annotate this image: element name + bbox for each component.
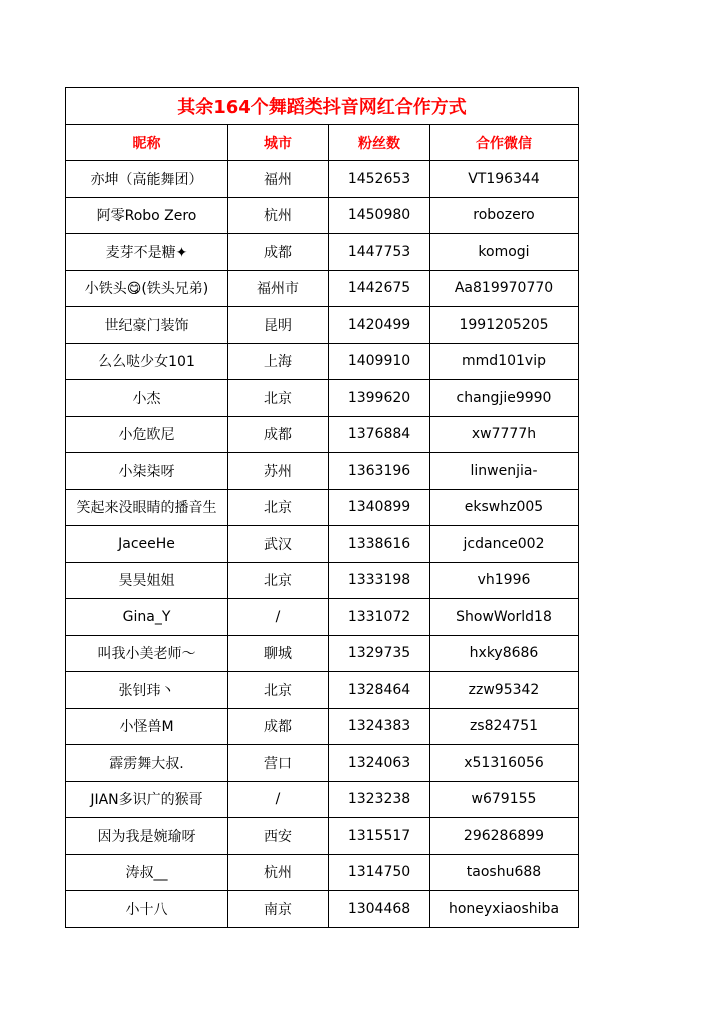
cell-followers: 1450980 — [329, 197, 430, 234]
table-row — [66, 708, 579, 745]
cell-followers: 1323238 — [329, 781, 430, 818]
cell-followers: 1315517 — [329, 818, 430, 855]
cell-nickname: JaceeHe — [66, 526, 228, 563]
cell-followers: 1452653 — [329, 161, 430, 198]
cell-wechat: ekswhz005 — [430, 489, 579, 526]
table-row — [66, 380, 579, 417]
cell-followers: 1331072 — [329, 599, 430, 636]
cell-city: 杭州 — [228, 854, 329, 891]
cell-wechat: honeyxiaoshiba — [430, 891, 579, 928]
cell-city: 昆明 — [228, 307, 329, 344]
cell-followers: 1314750 — [329, 854, 430, 891]
cell-followers: 1324063 — [329, 745, 430, 782]
cell-nickname: 小铁头😋(铁头兄弟) — [66, 270, 228, 307]
cell-city: 苏州 — [228, 453, 329, 490]
cell-followers: 1329735 — [329, 635, 430, 672]
cell-city: 上海 — [228, 343, 329, 380]
cell-followers: 1399620 — [329, 380, 430, 417]
cell-followers: 1304468 — [329, 891, 430, 928]
spreadsheet-sheet — [65, 87, 578, 928]
cell-nickname: 叫我小美老师～ — [66, 635, 228, 672]
cell-nickname: 涛叔__ — [66, 854, 228, 891]
cell-wechat: VT196344 — [430, 161, 579, 198]
header-city: 城市 — [228, 125, 329, 161]
table-row — [66, 818, 579, 855]
cell-city: 武汉 — [228, 526, 329, 563]
cell-nickname: 霹雳舞大叔. — [66, 745, 228, 782]
table-row — [66, 343, 579, 380]
cell-followers: 1409910 — [329, 343, 430, 380]
cell-wechat: 1991205205 — [430, 307, 579, 344]
cell-nickname: 世纪豪门装饰 — [66, 307, 228, 344]
cell-nickname: 阿零Robo Zero — [66, 197, 228, 234]
cell-city: 杭州 — [228, 197, 329, 234]
cell-nickname: 张钊玮丶 — [66, 672, 228, 709]
cell-nickname: 小怪兽M — [66, 708, 228, 745]
table-row — [66, 672, 579, 709]
cell-wechat: zzw95342 — [430, 672, 579, 709]
table-row — [66, 562, 579, 599]
cell-wechat: mmd101vip — [430, 343, 579, 380]
table-title: 其余164个舞蹈类抖音网红合作方式 — [66, 88, 579, 125]
table-row — [66, 635, 579, 672]
cell-followers: 1376884 — [329, 416, 430, 453]
influencer-table — [65, 87, 579, 928]
cell-followers: 1324383 — [329, 708, 430, 745]
cell-followers: 1420499 — [329, 307, 430, 344]
title-row — [66, 88, 579, 125]
cell-wechat: Aa819970770 — [430, 270, 579, 307]
cell-wechat: ShowWorld18 — [430, 599, 579, 636]
table-row — [66, 234, 579, 271]
cell-wechat: vh1996 — [430, 562, 579, 599]
cell-wechat: 296286899 — [430, 818, 579, 855]
table-row — [66, 161, 579, 198]
table-row — [66, 489, 579, 526]
cell-city: / — [228, 599, 329, 636]
cell-city: 西安 — [228, 818, 329, 855]
cell-nickname: 笑起来没眼睛的播音生 — [66, 489, 228, 526]
cell-nickname: 麦芽不是糖✦ — [66, 234, 228, 271]
cell-city: 成都 — [228, 234, 329, 271]
cell-wechat: taoshu688 — [430, 854, 579, 891]
cell-city: 北京 — [228, 380, 329, 417]
cell-city: 成都 — [228, 708, 329, 745]
cell-wechat: jcdance002 — [430, 526, 579, 563]
cell-followers: 1333198 — [329, 562, 430, 599]
cell-wechat: zs824751 — [430, 708, 579, 745]
header-row — [66, 125, 579, 161]
cell-wechat: x51316056 — [430, 745, 579, 782]
cell-city: 成都 — [228, 416, 329, 453]
cell-followers: 1328464 — [329, 672, 430, 709]
cell-followers: 1363196 — [329, 453, 430, 490]
table-row — [66, 526, 579, 563]
header-followers: 粉丝数 — [329, 125, 430, 161]
cell-nickname: 小十八 — [66, 891, 228, 928]
cell-nickname: Gina_Y — [66, 599, 228, 636]
cell-nickname: 小柒柒呀 — [66, 453, 228, 490]
cell-followers: 1340899 — [329, 489, 430, 526]
cell-followers: 1338616 — [329, 526, 430, 563]
cell-nickname: 昊昊姐姐 — [66, 562, 228, 599]
cell-city: 北京 — [228, 562, 329, 599]
cell-wechat: w679155 — [430, 781, 579, 818]
table-row — [66, 781, 579, 818]
cell-followers: 1442675 — [329, 270, 430, 307]
table-row — [66, 745, 579, 782]
table-row — [66, 891, 579, 928]
cell-followers: 1447753 — [329, 234, 430, 271]
cell-nickname: 小杰 — [66, 380, 228, 417]
table-row — [66, 854, 579, 891]
cell-city: / — [228, 781, 329, 818]
table-row — [66, 453, 579, 490]
cell-city: 北京 — [228, 672, 329, 709]
cell-nickname: 亦坤（高能舞团） — [66, 161, 228, 198]
cell-city: 营口 — [228, 745, 329, 782]
table-row — [66, 416, 579, 453]
cell-wechat: hxky8686 — [430, 635, 579, 672]
cell-wechat: komogi — [430, 234, 579, 271]
table-row — [66, 197, 579, 234]
cell-city: 聊城 — [228, 635, 329, 672]
header-wechat: 合作微信 — [430, 125, 579, 161]
cell-city: 福州 — [228, 161, 329, 198]
cell-wechat: changjie9990 — [430, 380, 579, 417]
table-row — [66, 270, 579, 307]
cell-wechat: xw7777h — [430, 416, 579, 453]
cell-city: 福州市 — [228, 270, 329, 307]
cell-nickname: 小危欧尼 — [66, 416, 228, 453]
cell-nickname: 因为我是婉瑜呀 — [66, 818, 228, 855]
table-row — [66, 307, 579, 344]
cell-city: 南京 — [228, 891, 329, 928]
cell-nickname: JIAN多识广的猴哥 — [66, 781, 228, 818]
cell-city: 北京 — [228, 489, 329, 526]
cell-nickname: 么么哒少女101 — [66, 343, 228, 380]
cell-wechat: robozero — [430, 197, 579, 234]
cell-wechat: linwenjia- — [430, 453, 579, 490]
header-nickname: 昵称 — [66, 125, 228, 161]
table-row — [66, 599, 579, 636]
